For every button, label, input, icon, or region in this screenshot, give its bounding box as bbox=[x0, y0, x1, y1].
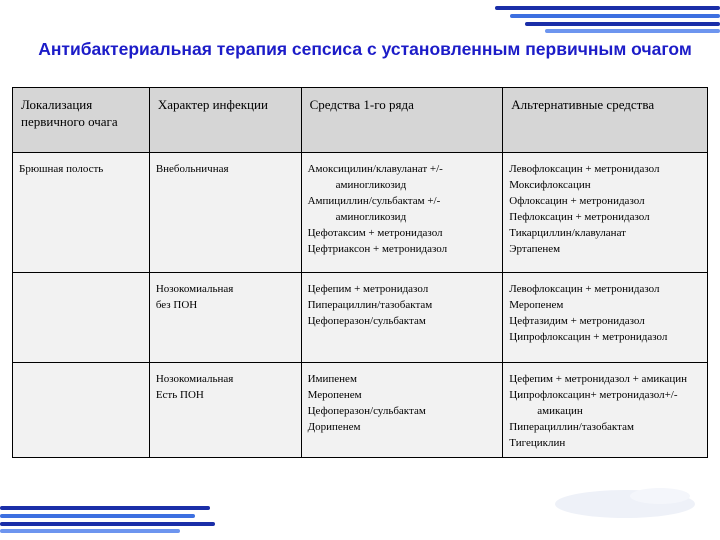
slide-title: Антибактериальная терапия сепсиса с установленным первичным очагом bbox=[38, 39, 692, 59]
cell-line: Цефотаксим + метронидазол bbox=[307, 227, 443, 239]
cell-line: Эртапенем bbox=[509, 243, 561, 255]
cell-line: Есть ПОН bbox=[155, 389, 204, 401]
cell-line: Офлоксацин + метронидазол bbox=[509, 195, 645, 207]
cell-localization bbox=[13, 363, 150, 458]
table-row bbox=[13, 153, 708, 273]
cell-line: Цефтриаксон + метронидазол bbox=[307, 243, 448, 255]
cell-line: Моксифлоксацин bbox=[509, 179, 591, 191]
cell-infection-type bbox=[149, 363, 301, 458]
cell-infection-type bbox=[149, 153, 301, 273]
cell-line: Тикарциллин/клавуланат bbox=[509, 227, 626, 239]
cell-line: Ципрофлоксацин+ метронидазол+/-амикацин bbox=[509, 389, 678, 417]
cell-line: Ципрофлоксацин + метронидазол bbox=[509, 331, 668, 343]
cell-line: Меропенем bbox=[307, 389, 362, 401]
cell-alternatives bbox=[503, 273, 708, 363]
cell-line: Левофлоксацин + метронидазол bbox=[509, 163, 660, 175]
header-infection-type: Характер инфекции bbox=[149, 88, 301, 153]
cell-line: Цефепим + метронидазол bbox=[307, 283, 429, 295]
cell-line: без ПОН bbox=[155, 299, 198, 311]
cell-line: Нозокомиальная bbox=[155, 373, 234, 385]
cell-line: Цефепим + метронидазол + амикацин bbox=[509, 373, 688, 385]
table-row bbox=[13, 273, 708, 363]
cell-localization: Брюшная полость bbox=[13, 153, 150, 273]
cell-infection-type bbox=[149, 273, 301, 363]
cell-first-line bbox=[301, 273, 503, 363]
table-header-row bbox=[13, 88, 708, 153]
cell-line: Цефтазидим + метронидазол bbox=[509, 315, 645, 327]
cell-line: Левофлоксацин + метронидазол bbox=[509, 283, 660, 295]
cell-line: Амоксицилин/клавуланат +/- аминогликозид bbox=[307, 163, 443, 191]
cell-first-line bbox=[301, 153, 503, 273]
cell-line: Дорипенем bbox=[307, 421, 361, 433]
cell-line: Цефоперазон/сульбактам bbox=[307, 405, 426, 417]
cell-line: Тигециклин bbox=[509, 437, 566, 449]
cell-line: Меропенем bbox=[509, 299, 564, 311]
cell-line: Ампициллин/сульбактам +/- аминогликозид bbox=[307, 195, 441, 223]
cell-localization bbox=[13, 273, 150, 363]
cell-first-line bbox=[301, 363, 503, 458]
header-localization: Локализация первичного очага bbox=[13, 88, 150, 153]
cell-line: Нозокомиальная bbox=[155, 283, 234, 295]
decorative-stripes-bottom bbox=[0, 506, 230, 536]
cell-line: Пиперациллин/тазобактам bbox=[307, 299, 433, 311]
decorative-stripes-top bbox=[490, 6, 720, 36]
header-alternatives: Альтернативные средства bbox=[503, 88, 708, 153]
cell-line: Имипенем bbox=[307, 373, 357, 385]
cell-line: Цефоперазон/сульбактам bbox=[307, 315, 426, 327]
cell-alternatives bbox=[503, 363, 708, 458]
cell-line: Пефлоксацин + метронидазол bbox=[509, 211, 650, 223]
cell-alternatives bbox=[503, 153, 708, 273]
cell-line: Внебольничная bbox=[155, 163, 229, 175]
header-first-line: Средства 1-го ряда bbox=[301, 88, 503, 153]
therapy-table bbox=[12, 87, 708, 458]
table-row bbox=[13, 363, 708, 458]
cell-line: Пиперациллин/тазобактам bbox=[509, 421, 634, 433]
decorative-background-shape bbox=[550, 482, 700, 522]
